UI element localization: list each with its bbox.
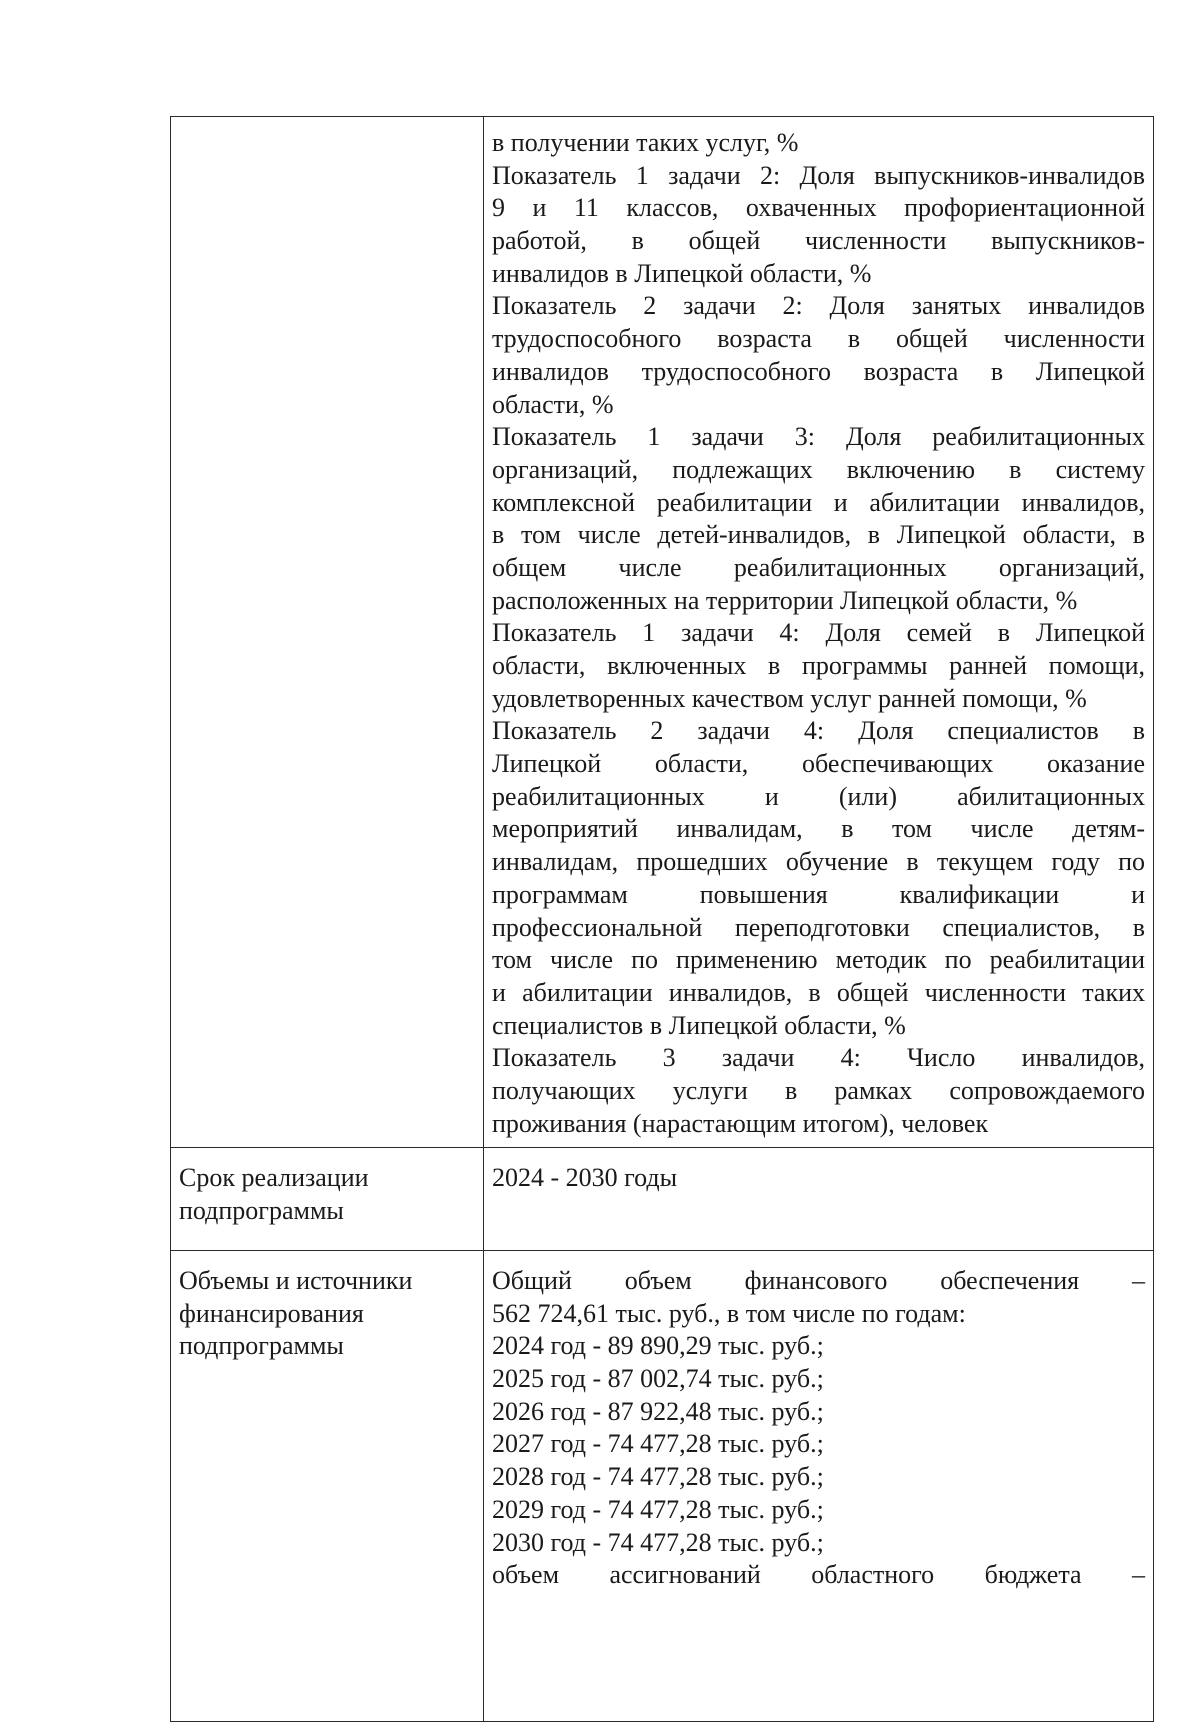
text-line: в том числе детей-инвалидов, в Липецкой области, в <box>492 520 1145 550</box>
text-line: Показатель 1 задачи 2: Доля выпускников-инвалидов <box>492 160 1145 190</box>
text-line: и абилитации инвалидов, в общей численности таких <box>492 977 1145 1007</box>
text-line: специалистов в Липецкой области, % <box>492 1010 906 1040</box>
text-line: области, включенных в программы ранней помощи, <box>492 651 1145 680</box>
financing-label-line: подпрограммы <box>179 1331 344 1361</box>
text-line: общем числе реабилитационных организаций, <box>492 552 1145 582</box>
text-line: инвалидов в Липецкой области, % <box>492 258 872 288</box>
row1-value-cell <box>484 117 1154 1148</box>
financing-text <box>484 1251 1153 1598</box>
text-line: объем ассигнований областного бюджета – <box>492 1560 1145 1590</box>
text-line: удовлетворенных качеством услуг ранней помощи, % <box>492 683 1087 713</box>
text-line: организаций, подлежащих включению в систему <box>492 454 1145 484</box>
text-line: 2024 год - 89 890,29 тыс. руб.; <box>492 1331 824 1361</box>
text-line: Показатель 3 задачи 4: Число инвалидов, <box>492 1043 1145 1073</box>
text-line: комплексной реабилитации и абилитации инвалидов, <box>492 487 1145 517</box>
text-line: области, % <box>492 389 614 419</box>
text-line: 2028 год - 74 477,28 тыс. руб.; <box>492 1462 824 1492</box>
row2-value-cell <box>484 1148 1154 1251</box>
text-line: инвалидам, прошедших обучение в текущем году по <box>492 847 1145 877</box>
text-line: работой, в общей численности выпускников- <box>492 226 1145 256</box>
text-line: мероприятий инвалидам, в том числе детям- <box>492 814 1145 844</box>
text-line: 2025 год - 87 002,74 тыс. руб.; <box>492 1364 824 1394</box>
row1-label-cell <box>171 117 484 1148</box>
text-line: реабилитационных и (или) абилитационных <box>492 781 1145 811</box>
row1-label <box>171 117 483 137</box>
text-line: Общий объем финансового обеспечения – <box>492 1266 1145 1295</box>
text-line: 562 724,61 тыс. руб., в том числе по годам: <box>492 1298 966 1328</box>
table-row-indicators <box>171 117 1154 1148</box>
text-line: 2026 год - 87 922,48 тыс. руб.; <box>492 1396 824 1426</box>
text-line: профессиональной переподготовки специалистов, в <box>492 912 1145 942</box>
table-row-financing <box>171 1251 1154 1722</box>
financing-label-line: финансирования <box>179 1298 364 1328</box>
text-line: Показатель 2 задачи 4: Доля специалистов в <box>492 716 1145 746</box>
text-line: 2030 год - 74 477,28 тыс. руб.; <box>492 1527 824 1557</box>
table-row-term <box>171 1148 1154 1251</box>
text-line: 2029 год - 74 477,28 тыс. руб.; <box>492 1494 824 1524</box>
text-line: том числе по применению методик по реабилитации <box>492 945 1145 975</box>
text-line: трудоспособного возраста в общей численности <box>492 324 1145 354</box>
passport-table <box>170 116 1154 1722</box>
financing-label-line: Объемы и источники <box>179 1266 413 1295</box>
text-line: Показатель 1 задачи 3: Доля реабилитационных <box>492 422 1145 452</box>
row2-label-cell <box>171 1148 484 1251</box>
text-line: Липецкой области, обеспечивающих оказание <box>492 749 1145 779</box>
term-label-line: подпрограммы <box>179 1195 344 1225</box>
term-value: 2024 - 2030 годы <box>492 1163 678 1192</box>
text-line: в получении таких услуг, % <box>492 128 799 157</box>
row3-label-cell <box>171 1251 484 1722</box>
text-line: программам повышения квалификации и <box>492 879 1145 909</box>
text-line: расположенных на территории Липецкой области, % <box>492 585 1078 615</box>
row3-value-cell <box>484 1251 1154 1722</box>
text-line: Показатель 1 задачи 4: Доля семей в Липецкой <box>492 618 1145 648</box>
term-label-line: Срок реализации <box>179 1163 369 1192</box>
text-line: 9 и 11 классов, охваченных профориентационной <box>492 193 1145 223</box>
text-line: инвалидов трудоспособного возраста в Липецкой <box>492 356 1145 386</box>
text-line: Показатель 2 задачи 2: Доля занятых инвалидов <box>492 291 1145 321</box>
text-line: 2027 год - 74 477,28 тыс. руб.; <box>492 1429 824 1459</box>
text-line: получающих услуги в рамках сопровождаемого <box>492 1075 1145 1105</box>
text-line: проживания (нарастающим итогом), человек <box>492 1108 989 1138</box>
indicators-text <box>484 117 1153 1146</box>
